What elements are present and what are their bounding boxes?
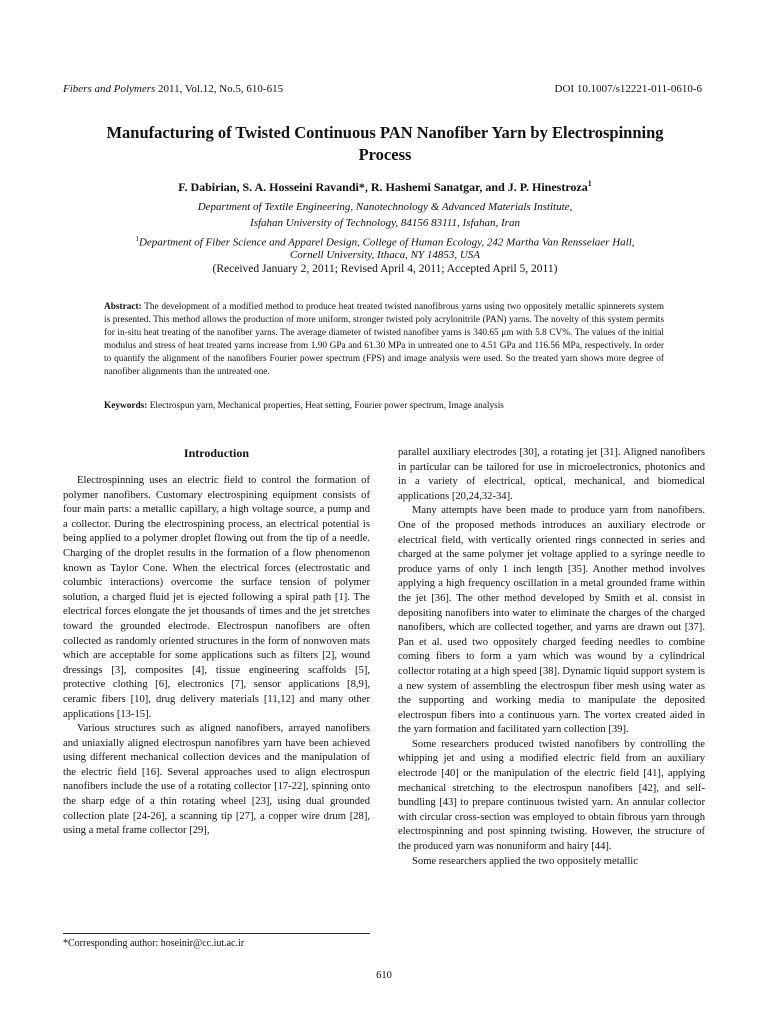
- affiliation-line-2: Isfahan University of Technology, 84156 83111, Isfahan, Iran: [250, 217, 520, 229]
- doi: DOI 10.1007/s12221-011-0610-6: [554, 83, 702, 95]
- paragraph: Some researchers produced twisted nanofibers by controlling the whipping jet and using a modified electric field from an auxiliary electrode [40] or the manipulation of the electric field [41], applying mechanical stretching to the electrospun nanofibers [42], and self-bundling [43] to prepare continuous twisted yarn. An annular collector with circular cross-section was employed to obtain fibrous yarn through electrospinning and post spinning twisting. However, the structure of the produced yarn was nonuniform and hairy [44].: [398, 738, 705, 853]
- keywords-label: Keywords:: [104, 401, 148, 411]
- affiliation-line-4: Cornell University, Ithaca, NY 14853, USA: [289, 249, 481, 261]
- footnote-divider: [63, 933, 370, 934]
- paragraph: Some researchers applied the two oppositely metallic: [412, 855, 638, 867]
- paragraph: Many attempts have been made to produce yarn from nanofibers. One of the proposed methods introduces an auxiliary electrode or electrical field, with vertically oriented rings connected in series and charged at the same polymer jet voltage applied to a syringe needle to produce yarns of only 1 inch length [35]. Another method involves applying a high frequency oscillation in a metal grounded frame within the jet [36]. The other method developed by Smith et al. consist in depositing nanofibers into water to eliminate the charges of the charged nanofibers, which are collected together, and yarns are drawn out [37]. Pan et al. used two oppositely charged feeding needles to combine coming fibers to form a yarn which was wound by a cylindrical collector rotating at a high speed [38]. Dynamic liquid support system is a new system of assembling the electrospun fiber mesh using water as the supporting and working media to manipulate the deposited electrospun fibers into a continuous yarn. The vortex created aided in the yarn formation and facilitated yarn collection [39].: [398, 505, 705, 736]
- affiliation-text-3: Department of Fiber Science and Apparel Design, College of Human Ecology, 242 Martha Van Rensselaer Hall,: [138, 236, 635, 249]
- received-dates: (Received January 2, 2011; Revised April 4, 2011; Accepted April 5, 2011): [212, 263, 558, 275]
- corresponding-author-footnote: *Corresponding author: hoseinir@cc.iut.ac.ir: [63, 938, 245, 949]
- page-number: 610: [376, 970, 392, 981]
- keywords-text: Electrospun yarn, Mechanical properties, Heat setting, Fourier power spectrum, Image analysis: [147, 401, 504, 411]
- journal-volume: 2011, Vol.12, No.5, 610-615: [155, 83, 284, 95]
- section-heading: Introduction: [183, 446, 250, 460]
- author-superscript: 1: [587, 179, 592, 188]
- left-column: [63, 446, 370, 839]
- abstract-text: The development of a modified method to produce heat treated twisted nanofibrous yarns using two oppositely metallic spinnerets system is presented. This method allows the production of more uniform, stronger twisted poly acrylonitrile (PAN) yarns. The novelty of this system permits for in-situ heat treating of the nanofiber yarns. The average diameter of twisted nanofiber yarns is 340.65 μm with 5.8 CV%. The values of the initial modulus and stress of heat treated yarns increase from 1.90 GPa and 61.30 MPa in untreated one to 4.51 GPa and 116.56 MPa, respectively. In order to quantify the alignment of the nanofibers Fourier power spectrum (FPS) and image analysis were used. So the treated yarn shows more degree of nanofiber alignments than the untreated one.: [104, 302, 664, 377]
- paragraph: Various structures such as aligned nanofibers, arrayed nanofibers and uniaxially aligned electrospun nanofibres yarn have been achieved using different mechanical collection devices and the manipulation of the electric field [16]. Several approaches used to align electrospun nanofibers include the use of a rotating collector [17-22], spinning onto the sharp edge of a thin rotating wheel [23], using dual grounded collection plate [24-26], a scanning tip [27], a copper wire drum [28], using a metal frame collector [29],: [63, 723, 370, 837]
- journal-name: Fibers and Polymers: [63, 83, 156, 95]
- right-column: [398, 446, 705, 869]
- affiliation-superscript: 1: [135, 235, 139, 243]
- keywords: [104, 400, 664, 413]
- affiliation-line-1: Department of Textile Engineering, Nanotechnology & Advanced Materials Institute,: [197, 201, 573, 213]
- authors: [60, 179, 710, 195]
- paragraph: parallel auxiliary electrodes [30], a rotating jet [31]. Aligned nanofibers in particular can be tailored for use in microelectronics, photonics and in a variety of electrical, optical, mechanical, and biomedical applications [20,24,32-34].: [398, 447, 705, 502]
- journal-citation: [63, 83, 283, 95]
- authors-list: F. Dabirian, S. A. Hosseini Ravandi*, R. Hashemi Sanatgar, and J. P. Hinestroza: [178, 180, 588, 194]
- abstract: [104, 301, 664, 379]
- paragraph: Electrospinning uses an electric field to control the formation of polymer nanofibers. Customary electrospining equipment consists of four main parts: a metallic capillary, a high voltage source, a pump and a collector. During the electrospining process, an electrical potential is being applied to a polymer droplet flowing out from the tip of a needle. Charging of the droplet results in the formation of a flow phenomenon known as Taylor Cone. When the electrical forces (electrostatic and columbic interactions) overcome the surface tension of polymer solution, a charged fluid jet is ejected following a spiral path [1]. The electrical forces elongate the jet thousands of times and the jet stretches toward the grounded electrode. Electrospun nanofibers are often collected as randomly oriented structures in the form of nonwoven mats which are acceptable for some applications such as filters [2], wound dressings [3], composites [4], tissue engineering scaffolds [5], protective clothing [6], electronics [7], sensor applications [8,9], ceramic fibers [10], drug delivery materials [11,12] and many other applications [13-15].: [63, 475, 370, 720]
- abstract-label: Abstract:: [104, 302, 142, 312]
- paper-title: Manufacturing of Twisted Continuous PAN Nanofiber Yarn by Electrospinning Process: [106, 123, 664, 164]
